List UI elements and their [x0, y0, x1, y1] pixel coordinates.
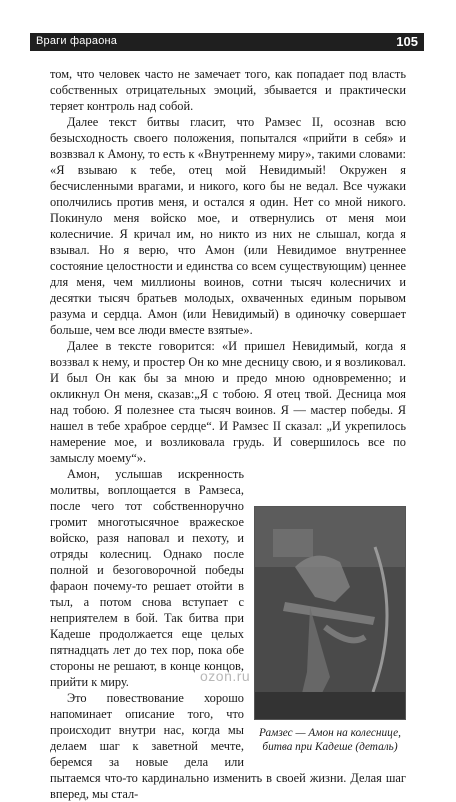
paragraph-5: Это повествование хорошо напоминает описание того, что происходит внутри нас, когда мы делаем шаг к заветной мечте, беремся за новые дела или пытаемся что-то кардинально изменить в своей жизни. Делая шаг вперед, мы стал-: [50, 691, 406, 801]
figure: [254, 506, 406, 758]
watermark: ozon.ru: [200, 668, 251, 684]
figure-caption: Рамзес — Амон на колеснице, битва при Кадеше (деталь): [259, 727, 401, 753]
body-text: [50, 66, 406, 802]
chapter-title: Враги фараона: [36, 35, 118, 47]
relief-illustration: [255, 507, 405, 719]
paragraph-1: том, что человек часто не замечает того, как попадает под власть собственных отрицательных эмоций, збывается и практически теряет контроль над собой.: [50, 67, 406, 113]
paragraph-3: Далее в тексте говорится: «И пришел Невидимый, когда я воззвал к нему, и простер Он ко мне десницу свою, и я возликовал. И был Он как бы за мною и предо мною одновременно; и окликнул Он меня, сказав:„Я с тобою. Я отец твой. Десница моя над тобою. Я полезнее ста тысяч воинов. Я — мастер победы. Я нашел в тебе храброе сердце“. И Рамзес II сказал: „И укрепилось намерение мое, и возликовала грудь. И совершилось все по замыслу моему“».: [50, 339, 406, 465]
paragraph-2: Далее текст битвы гласит, что Рамзес II, осознав всю безысходность своего положения, попытался «прийти в себя» и возвзвал к Амону, то есть к «Внутреннему миру», такими словами: «Я взываю к тебе, отец мой Невидимый! Окружен я бесчисленными врагами, и никого, кого бы не ведал. Все чужаки ополчились против меня, и остался я один. Нет со мной никого. Покинуло меня войско мое, и отвернулись от меня мои колесничие. Я кричал им, но никто из них не слышал, когда я взывал. Но я верю, что Амон (или Невидимое внутреннее состояние целостности и единства со всем существующим) ценнее для меня, чем миллионы воинов, сотни тысяч колесничих и десятки тысяч братьев молодых, охваченных единым порывом разума и сердца. Амон (или Невидимый) в одиночку совершает больше, чем все люди вместе взятые».: [50, 115, 406, 337]
page-number: 105: [396, 34, 418, 49]
paragraph-4: Амон, услышав искренность молитвы, воплощается в Рамзеса, после чего тот собственноручно громит многотысячное вражеское войско, разя наповал и пехоту, и отряды колесниц. Однако после полной и безоговорочной победы фараон почему-то решает отойти в тыл, а потом снова вступает с неприятелем в бой. Так битва при Кадеше продолжается еще целых пятнадцать лет до тех пор, пока обе стороны не решают, в конце концов, прийти к миру.: [50, 467, 244, 689]
running-header: [30, 33, 424, 51]
relief-photo: [254, 506, 406, 720]
